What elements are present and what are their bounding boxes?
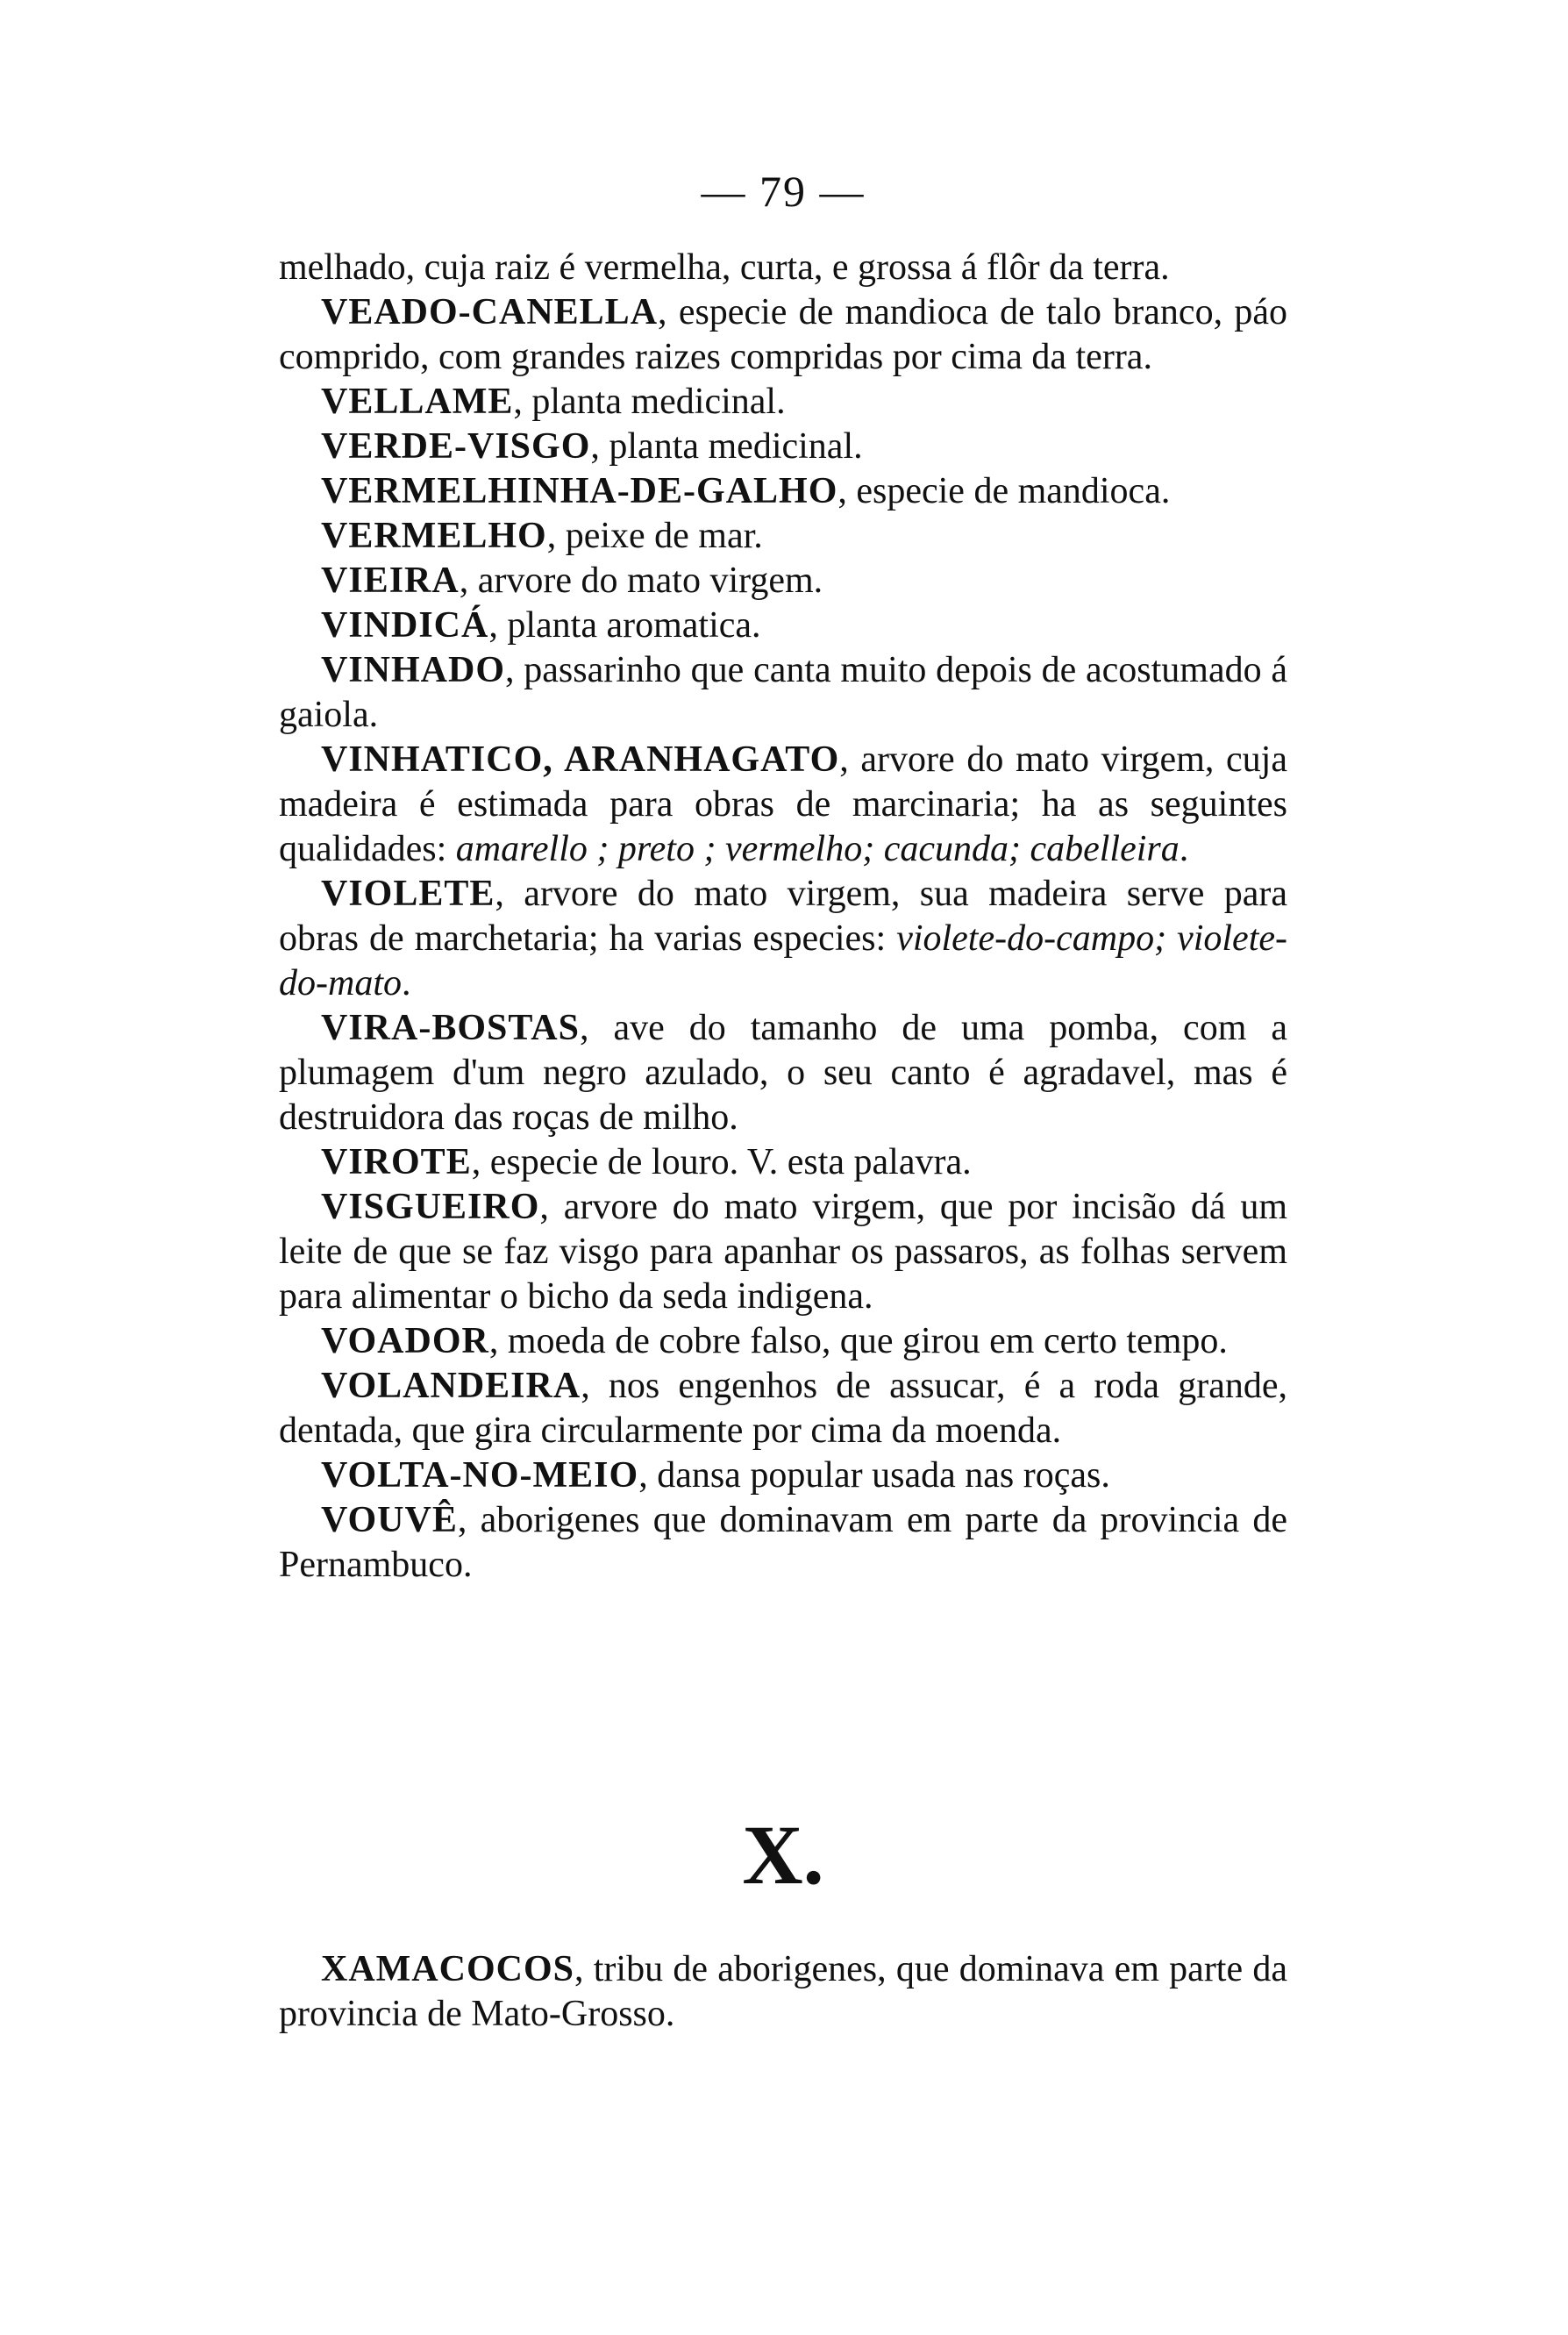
dictionary-entry: VOADOR, moeda de cobre falso, que girou em certo tempo. <box>321 1321 1228 1361</box>
entry-headword: VIOLETE <box>321 874 495 914</box>
dictionary-entry: VIEIRA, arvore do mato virgem. <box>321 561 823 601</box>
entry-headword: VERDE-VISGO <box>321 426 591 467</box>
dictionary-entry: VOLTA-NO-MEIO, dansa popular usada nas roças. <box>321 1455 1110 1496</box>
entry-headword: VIEIRA <box>321 561 460 601</box>
section-heading: X. <box>742 1808 824 1902</box>
entry-definition: passarinho que canta muito depois de acostumado á gaiola. <box>279 650 1288 735</box>
dictionary-entry: VERMELHINHA-DE-GALHO, especie de mandioca. <box>321 471 1171 511</box>
entry-varieties: violete-do-campo; violete-do-mato <box>279 918 1287 1003</box>
entry-definition: planta medicinal. <box>531 382 786 422</box>
entry-definition: ave do tamanho de uma pomba, com a plumagem d'um negro azulado, o seu canto é agradavel, mas é destruidora das roças de milho. <box>279 1008 1288 1138</box>
entry-headword: VELLAME <box>321 382 514 422</box>
dictionary-entry: VOUVÊ, aborigenes que dominavam em parte da provincia de Pernambuco. <box>279 1500 1288 1585</box>
entry-definition: planta aromatica. <box>507 605 761 646</box>
entry-definition: tribu de aborigenes, que dominava em parte da provincia de Mato-Grosso. <box>279 1949 1288 2034</box>
entry-headword: VINHATICO, ARANHAGATO <box>321 739 840 780</box>
entry-definition: planta medicinal. <box>609 426 863 467</box>
book-page <box>279 158 1287 2281</box>
entry-definition: arvore do mato virgem, sua madeira serve para obras de marchetaria; ha varias especies: <box>279 874 1288 959</box>
entry-headword: VEADO-CANELLA <box>321 292 659 332</box>
entry-definition: especie de mandioca. <box>856 471 1171 511</box>
entry-definition: arvore do mato virgem, cuja madeira é estimada para obras de marcinaria; ha as seguintes qualidades: <box>279 739 1287 869</box>
entry-headword: VERMELHO <box>321 516 547 556</box>
section-entries <box>279 1947 1287 2037</box>
dictionary-entry: VINDICÁ, planta aromatica. <box>321 605 761 646</box>
dictionary-entry: VISGUEIRO, arvore do mato virgem, que por incisão dá um leite de que se faz visgo para apanhar os passaros, as folhas servem para alimentar o bicho da seda indigena. <box>279 1187 1287 1317</box>
entry-varieties: amarello ; preto ; vermelho; cacunda; cabelleira <box>455 829 1180 869</box>
entry-headword: VOADOR <box>321 1321 489 1361</box>
entry-headword: VINDICÁ <box>321 605 489 646</box>
entry-definition: moeda de cobre falso, que girou em certo tempo. <box>507 1321 1228 1361</box>
entry-definition: especie de louro. V. esta palavra. <box>489 1142 972 1182</box>
page-number: — 79 — <box>701 167 866 216</box>
entry-headword: VINHADO <box>321 650 506 690</box>
dictionary-entries <box>279 246 1287 1588</box>
entry-list <box>279 290 1287 1588</box>
entry-headword: VIRA-BOSTAS <box>321 1008 580 1048</box>
entry-continuation: melhado, cuja raiz é vermelha, curta, e grossa á flôr da terra. <box>279 247 1170 288</box>
dictionary-entry: VERMELHO, peixe de mar. <box>321 516 763 556</box>
entry-definition: dansa popular usada nas roças. <box>657 1455 1110 1496</box>
entry-tail: . <box>1179 829 1189 869</box>
dictionary-entry: VINHADO, passarinho que canta muito depois de acostumado á gaiola. <box>279 650 1288 735</box>
entry-headword: XAMACOCOS <box>321 1949 574 1989</box>
entry-headword: VERMELHINHA-DE-GALHO <box>321 471 838 511</box>
entry-tail: . <box>402 963 411 1003</box>
entry-definition: arvore do mato virgem. <box>477 561 823 601</box>
entry-headword: VOLANDEIRA <box>321 1366 581 1406</box>
entry-definition: arvore do mato virgem, que por incisão dá um leite de que se faz visgo para apanhar os passaros, as folhas servem para alimentar o bicho da seda indigena. <box>279 1187 1287 1317</box>
entry-definition: aborigenes que dominavam em parte da provincia de Pernambuco. <box>279 1500 1288 1585</box>
entry-headword: VOUVÊ <box>321 1500 458 1540</box>
dictionary-entry: VINHATICO, ARANHAGATO, arvore do mato virgem, cuja madeira é estimada para obras de marcinaria; ha as seguintes qualidades: amarello ; preto ; vermelho; cacunda; cabelleira. <box>279 739 1287 869</box>
dictionary-entry: VELLAME, planta medicinal. <box>321 382 786 422</box>
entry-definition: peixe de mar. <box>565 516 763 556</box>
dictionary-entry: XAMACOCOS, tribu de aborigenes, que dominava em parte da provincia de Mato-Grosso. <box>279 1949 1288 2034</box>
dictionary-entry: VOLANDEIRA, nos engenhos de assucar, é a roda grande, dentada, que gira circularmente por cima da moenda. <box>279 1366 1287 1451</box>
dictionary-entry: VIOLETE, arvore do mato virgem, sua madeira serve para obras de marchetaria; ha varias especies: violete-do-campo; violete-do-mato. <box>279 874 1288 1003</box>
dictionary-entry: VIRA-BOSTAS, ave do tamanho de uma pomba, com a plumagem d'um negro azulado, o seu canto é agradavel, mas é destruidora das roças de milho. <box>279 1008 1288 1138</box>
entry-headword: VIROTE <box>321 1142 472 1182</box>
entry-definition: especie de mandioca de talo branco, páo comprido, com grandes raizes compridas por cima da terra. <box>279 292 1287 377</box>
entry-headword: VOLTA-NO-MEIO <box>321 1455 639 1496</box>
dictionary-entry: VERDE-VISGO, planta medicinal. <box>321 426 863 467</box>
entry-headword: VISGUEIRO <box>321 1187 540 1227</box>
dictionary-entry: VIROTE, especie de louro. V. esta palavra. <box>321 1142 972 1182</box>
entry-definition: nos engenhos de assucar, é a roda grande, dentada, que gira circularmente por cima da moenda. <box>279 1366 1287 1451</box>
dictionary-entry: VEADO-CANELLA, especie de mandioca de talo branco, páo comprido, com grandes raizes compridas por cima da terra. <box>279 292 1287 377</box>
